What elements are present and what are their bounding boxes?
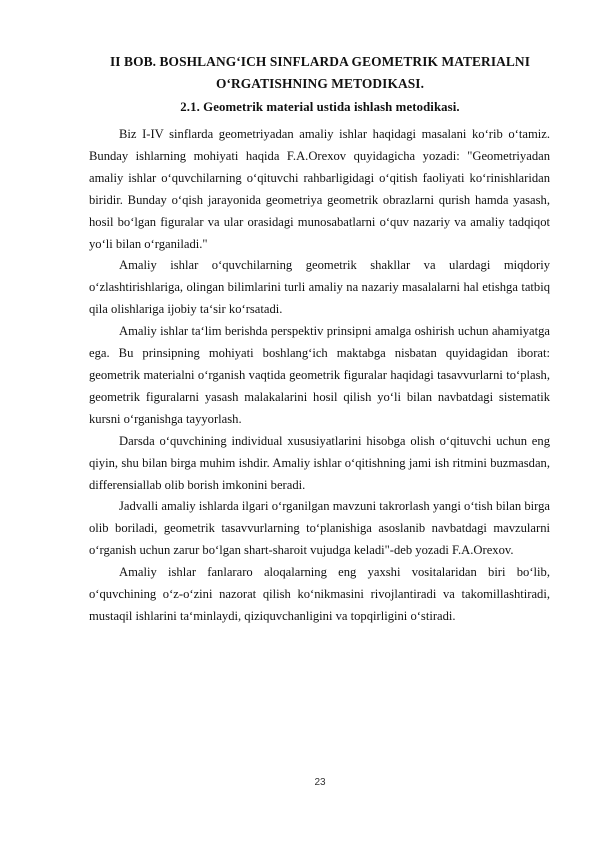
chapter-title-line2: O‘RGATISHNING METODIKASI.: [215, 76, 425, 91]
paragraph: Jadvalli amaliy ishlarda ilgari o‘rganilgan mavzuni takrorlash yangi o‘tish bilan birga olib boriladi, geometrik tasavvurlarning to‘planishiga asoslanib navbatdagi mavzularni o‘rganish uchun zarur bo‘lgan shart-sharoit vujudga keladi"-deb yozadi F.A.Orexov.: [89, 499, 550, 558]
paragraph: Amaliy ishlar ta‘lim berishda perspektiv prinsipni amalga oshirish uchun ahamiyatga ega. Bu prinsipning mohiyati boshlang‘ich maktabga nisbatan quyidagidan iborat: geometrik materialni o‘rganish vaqtida geometrik figuralar haqidagi tasavvurlarni to‘plash, geometrik figuralarni yasash malakalarini hosil qilish yo‘li bilan navbatdagi sistematik kursni o‘rganishga tayyorlash.: [89, 324, 550, 426]
page-number: 23: [314, 777, 326, 788]
body-text: [89, 124, 550, 628]
paragraph: Amaliy ishlar o‘quvchilarning geometrik shakllar va ulardagi miqdoriy o‘zlashtirishlariga, olingan bilimlarini turli amaliy na nazariy masalalarni hal etishga tatbiq qila olishlariga ijobiy ta‘sir ko‘rsatadi.: [89, 258, 550, 317]
section-title: 2.1. Geometrik material ustida ishlash metodikasi.: [180, 100, 460, 114]
chapter-title-line1: II BOB. BOSHLANG‘ICH SINFLARDA GEOMETRIK MATERIALNI: [109, 54, 531, 69]
paragraph: Darsda o‘quvchining individual xususiyatlarini hisobga olish o‘qituvchi uchun eng qiyin, shu bilan birga muhim ishdir. Amaliy ishlar o‘qitishning jami ish ritmini buzmasdan, differensiallab olib borish imkonini beradi.: [89, 433, 550, 492]
paragraph: Amaliy ishlar fanlararo aloqalarning eng yaxshi vositalaridan biri bo‘lib, o‘quvchining o‘z-o‘zini nazorat qilish ko‘nikmasini rivojlantiradi va takomillashtiradi, mustaqil ishlarini ta‘minlaydi, qiziquvchanligini va topqirligini o‘stiradi.: [89, 565, 550, 623]
paragraph: Biz I-IV sinflarda geometriyadan amaliy ishlar haqidagi masalani ko‘rib o‘tamiz. Bunday ishlarning mohiyati haqida F.A.Orexov quyidagicha yozadi: "Geometriyadan amaliy ishlar o‘quvchilarning o‘qituvchi rahbarligidagi o‘qitish faoliyati ko‘rinishlaridan biridir. Bunday o‘qish jarayonida geometriya geometrik obrazlarni qurish hamda yasash, hosil bo‘lgan figuralar va ular orasidagi munosabatlarni o‘quv nazariy va amaliy tadqiqot yo‘li bilan o‘rganiladi.": [89, 127, 550, 251]
